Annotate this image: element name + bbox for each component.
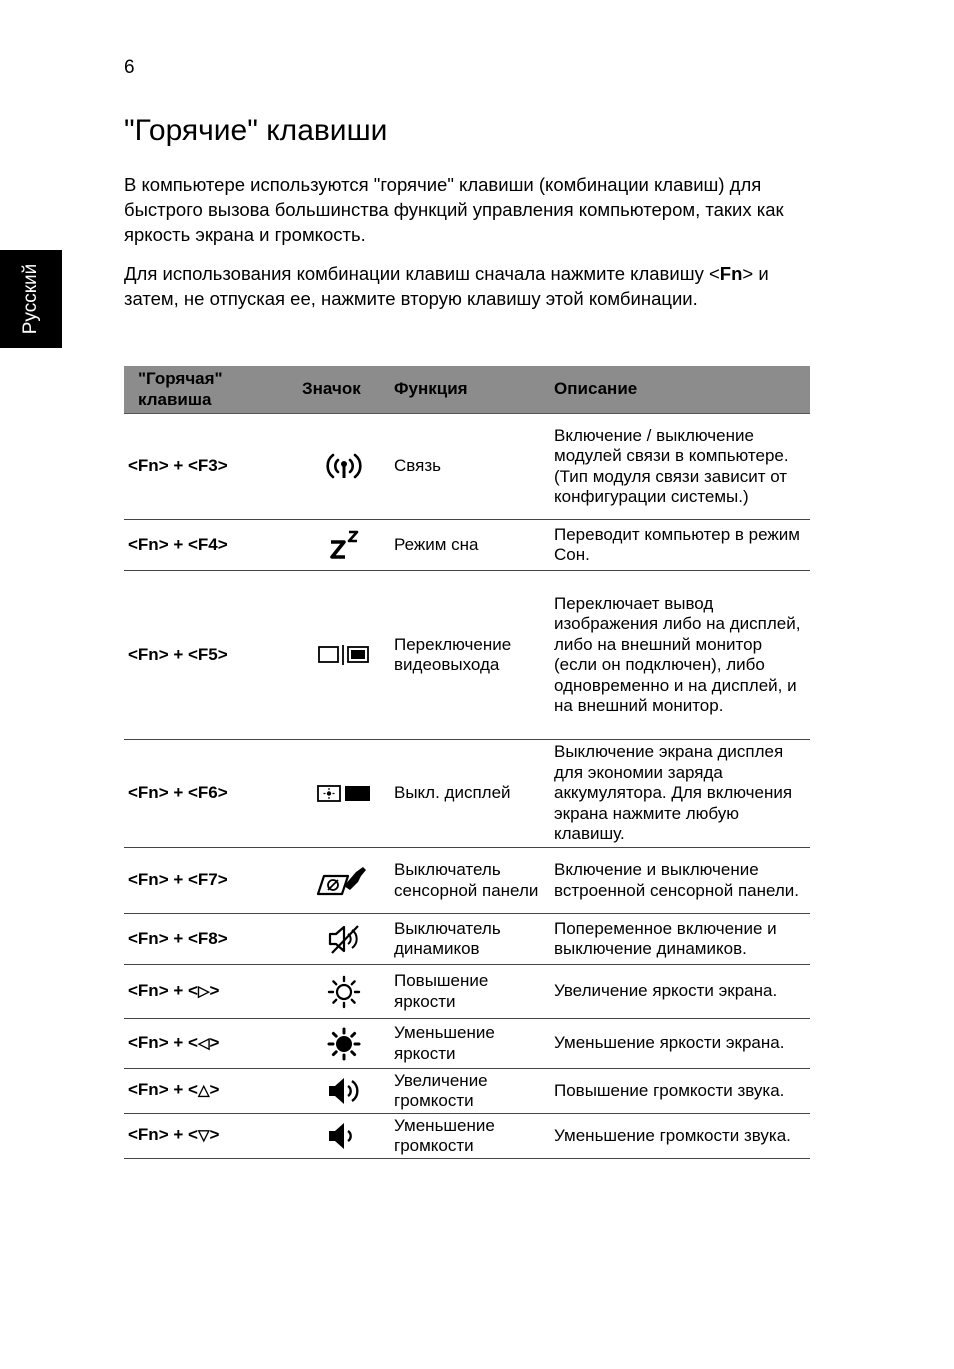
hotkey-cell xyxy=(124,1114,298,1159)
description-cell: Включение и выключение встроенной сенсорной панели. xyxy=(550,848,810,914)
intro-paragraph: В компьютере используются "горячие" клавиши (комбинации клавиш) для быстрого вызова большинства функций управления компьютером, таких как яркость экрана и громкость. xyxy=(124,174,784,245)
function-cell: Уменьшение громкости xyxy=(390,1114,550,1159)
key-suffix: > xyxy=(209,1125,220,1145)
function-cell: Выключатель динамиков xyxy=(390,914,550,965)
table-row xyxy=(124,520,810,571)
touchpad-toggle-icon xyxy=(316,864,372,898)
wireless-icon xyxy=(323,451,365,483)
description-cell: Повышение громкости звука. xyxy=(550,1069,810,1114)
table-row xyxy=(124,740,810,848)
hotkey-cell xyxy=(124,1019,298,1069)
table-row xyxy=(124,965,810,1019)
display-off-icon xyxy=(316,783,372,805)
volume-down-icon xyxy=(326,1120,362,1152)
header-hotkey: "Горячая" клавиша xyxy=(124,366,298,414)
table-row xyxy=(124,914,810,965)
description-cell: Переводит компьютер в режим Сон. xyxy=(550,520,810,571)
description-cell: Увеличение яркости экрана. xyxy=(550,965,810,1019)
hotkey-cell xyxy=(124,1069,298,1114)
key-suffix: > xyxy=(209,1080,220,1100)
header-function: Функция xyxy=(390,366,550,414)
table-row xyxy=(124,1019,810,1069)
hotkey-cell: <Fn> + <F5> xyxy=(124,571,298,740)
description-cell: Попеременное включение и выключение динамиков. xyxy=(550,914,810,965)
fn-key-label: Fn xyxy=(719,263,743,284)
sleep-icon xyxy=(327,529,361,561)
header-description: Описание xyxy=(550,366,810,414)
function-cell: Выкл. дисплей xyxy=(390,740,550,848)
table-row xyxy=(124,1069,810,1114)
key-prefix: <Fn> + < xyxy=(128,1080,198,1100)
hotkeys-table xyxy=(124,366,810,1159)
page-title: "Горячие" клавиши xyxy=(124,114,388,147)
icon-cell xyxy=(298,571,390,740)
key-prefix: <Fn> + < xyxy=(128,1125,198,1145)
usage-text-end: > и затем, не отпуская ее, нажмите вторую клавишу этой комбинации. xyxy=(124,263,769,309)
hotkey-cell xyxy=(124,965,298,1019)
language-side-tab xyxy=(0,250,62,348)
function-cell: Переключение видеовыхода xyxy=(390,571,550,740)
function-cell: Повышение яркости xyxy=(390,965,550,1019)
hotkey-cell: <Fn> + <F8> xyxy=(124,914,298,965)
arrow-down-key: ▽ xyxy=(197,1127,210,1145)
icon-cell xyxy=(298,1069,390,1114)
header-icon: Значок xyxy=(298,366,390,414)
description-cell: Выключение экрана дисплея для экономии заряда аккумулятора. Для включения экрана нажмите любую клавишу. xyxy=(550,740,810,848)
arrow-right-key: ▷ xyxy=(197,982,210,1000)
arrow-left-key: ◁ xyxy=(197,1034,210,1052)
function-cell: Уменьшение яркости xyxy=(390,1019,550,1069)
description-cell: Включение / выключение модулей связи в компьютере. (Тип модуля связи зависит от конфигурации системы.) xyxy=(550,414,810,520)
table-row xyxy=(124,848,810,914)
page-number: 6 xyxy=(124,57,135,78)
icon-cell xyxy=(298,848,390,914)
function-cell: Выключатель сенсорной панели xyxy=(390,848,550,914)
table-row xyxy=(124,571,810,740)
hotkey-cell: <Fn> + <F3> xyxy=(124,414,298,520)
description-cell: Переключает вывод изображения либо на дисплей, либо на внешний монитор (если он подключен), либо одновременно и на дисплей, и на внешний монитор. xyxy=(550,571,810,740)
brightness-up-icon xyxy=(327,975,361,1009)
hotkey-cell: <Fn> + <F4> xyxy=(124,520,298,571)
hotkey-cell: <Fn> + <F6> xyxy=(124,740,298,848)
usage-paragraph xyxy=(124,261,824,311)
function-cell: Увеличение громкости xyxy=(390,1069,550,1114)
brightness-down-icon xyxy=(327,1027,361,1061)
icon-cell xyxy=(298,914,390,965)
table-header-row xyxy=(124,366,810,414)
table-row xyxy=(124,1114,810,1159)
hotkey-cell: <Fn> + <F7> xyxy=(124,848,298,914)
icon-cell xyxy=(298,965,390,1019)
function-cell: Связь xyxy=(390,414,550,520)
arrow-up-key: △ xyxy=(197,1082,210,1100)
key-suffix: > xyxy=(209,980,220,1000)
icon-cell xyxy=(298,520,390,571)
table-row xyxy=(124,414,810,520)
icon-cell xyxy=(298,740,390,848)
icon-cell xyxy=(298,414,390,520)
icon-cell xyxy=(298,1019,390,1069)
speaker-mute-icon xyxy=(326,923,362,955)
function-cell: Режим сна xyxy=(390,520,550,571)
language-label: Русский xyxy=(20,263,41,335)
icon-cell xyxy=(298,1114,390,1159)
display-toggle-icon xyxy=(317,644,371,666)
description-cell: Уменьшение яркости экрана. xyxy=(550,1019,810,1069)
volume-up-icon xyxy=(326,1075,362,1107)
key-suffix: > xyxy=(209,1032,220,1052)
description-cell: Уменьшение громкости звука. xyxy=(550,1114,810,1159)
usage-text-start: Для использования комбинации клавиш сначала нажмите клавишу < xyxy=(124,263,720,284)
key-prefix: <Fn> + < xyxy=(128,1032,198,1052)
key-prefix: <Fn> + < xyxy=(128,980,198,1000)
